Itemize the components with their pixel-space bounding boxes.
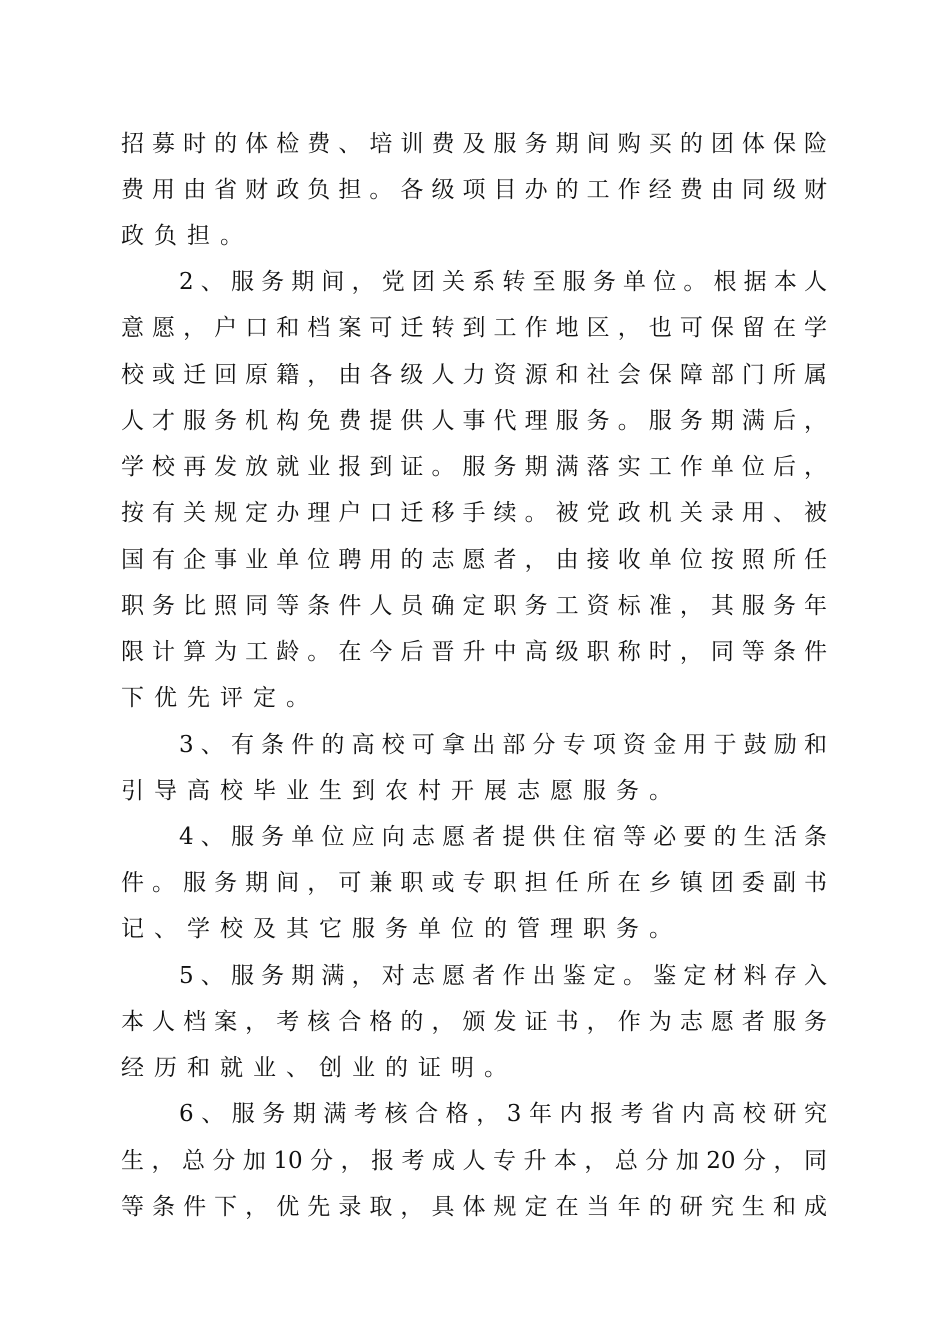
text-line: 记、学校及其它服务单位的管理职务。 (121, 916, 682, 942)
paragraph-start-line: 5、服务期满，对志愿者作出鉴定。鉴定材料存入 (179, 963, 827, 989)
text-line: 人才服务机构免费提供人事代理服务。服务期满后， (121, 408, 827, 434)
text-line: 下优先评定。 (121, 685, 319, 711)
paragraph-start-line: 3、有条件的高校可拿出部分专项资金用于鼓励和 (179, 732, 827, 758)
text-line: 件。服务期间，可兼职或专职担任所在乡镇团委副书 (121, 870, 827, 896)
text-line: 生，总分加10分，报考成人专升本，总分加20分，同 (121, 1148, 827, 1174)
text-line: 按有关规定办理户口迁移手续。被党政机关录用、被 (121, 500, 827, 526)
paragraph-start-line: 6、服务期满考核合格，3年内报考省内高校研究 (179, 1101, 827, 1127)
text-line: 费用由省财政负担。各级项目办的工作经费由同级财 (121, 177, 827, 203)
text-line: 引导高校毕业生到农村开展志愿服务。 (121, 778, 682, 804)
text-line: 校或迁回原籍，由各级人力资源和社会保障部门所属 (121, 362, 827, 388)
text-line: 学校再发放就业报到证。服务期满落实工作单位后， (121, 454, 827, 480)
text-line: 国有企事业单位聘用的志愿者，由接收单位按照所任 (121, 547, 827, 573)
text-line: 政负担。 (121, 223, 253, 249)
text-line: 职务比照同等条件人员确定职务工资标准，其服务年 (121, 593, 827, 619)
text-line: 等条件下，优先录取，具体规定在当年的研究生和成 (121, 1194, 827, 1220)
text-line: 意愿，户口和档案可迁转到工作地区，也可保留在学 (121, 315, 827, 341)
paragraph-start-line: 2、服务期间，党团关系转至服务单位。根据本人 (179, 269, 827, 295)
text-line: 招募时的体检费、培训费及服务期间购买的团体保险 (121, 131, 827, 157)
text-line: 经历和就业、创业的证明。 (121, 1055, 517, 1081)
paragraph-start-line: 4、服务单位应向志愿者提供住宿等必要的生活条 (179, 824, 827, 850)
text-line: 限计算为工龄。在今后晋升中高级职称时，同等条件 (121, 639, 827, 665)
text-line: 本人档案，考核合格的，颁发证书，作为志愿者服务 (121, 1009, 827, 1035)
